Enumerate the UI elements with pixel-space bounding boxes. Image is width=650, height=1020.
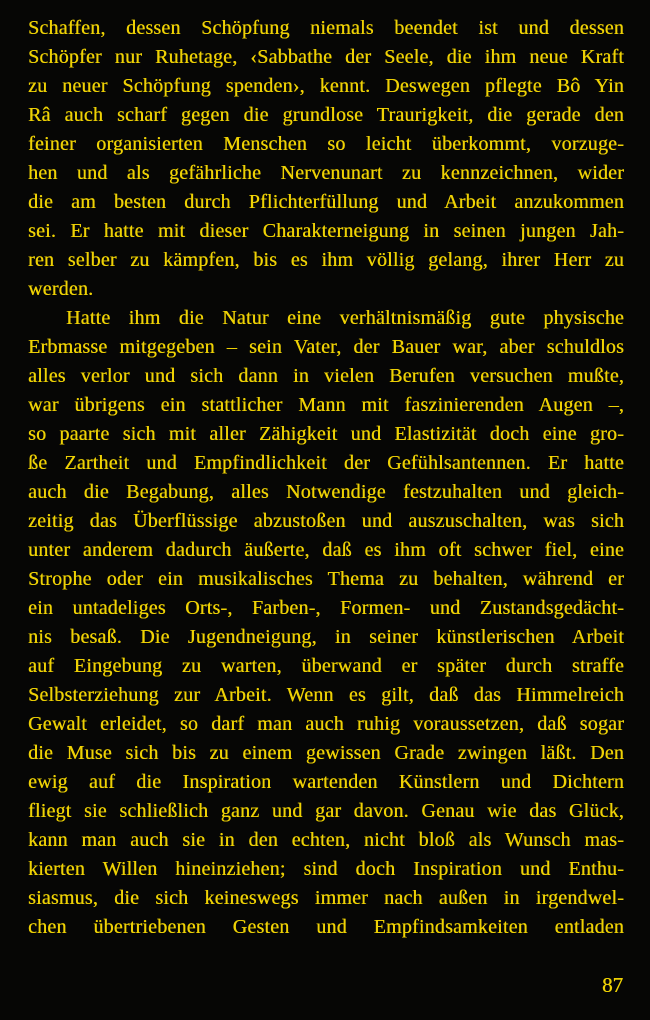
text-line: Strophe oder ein musikalisches Thema zu behalten, während er	[28, 568, 624, 590]
text-line: sei. Er hatte mit dieser Charakterneigung in seinen jungen Jah-	[28, 220, 624, 242]
text-line: Gewalt erleidet, so darf man auch ruhig voraussetzen, daß sogar	[28, 713, 624, 735]
text-line: Erbmasse mitgegeben – sein Vater, der Bauer war, aber schuldlos	[28, 336, 624, 358]
text-line: kann man auch sie in den echten, nicht bloß als Wunsch mas-	[28, 829, 624, 851]
text-line: feiner organisierten Menschen so leicht überkommt, vorzuge-	[28, 133, 624, 155]
text-line: kierten Willen hineinziehen; sind doch Inspiration und Enthu-	[28, 858, 624, 880]
text-line: zu neuer Schöpfung spenden›, kennt. Deswegen pflegte Bô Yin	[28, 75, 624, 97]
text-line: ren selber zu kämpfen, bis es ihm völlig gelang, ihrer Herr zu	[28, 249, 624, 271]
text-line: Hatte ihm die Natur eine verhältnismäßig gute physische	[66, 307, 624, 329]
text-line: hen und als gefährliche Nervenunart zu kennzeichnen, wider	[28, 162, 624, 184]
text-line: ein untadeliges Orts-, Farben-, Formen- und Zustandsgedächt-	[28, 597, 624, 619]
text-line: Selbsterziehung zur Arbeit. Wenn es gilt, daß das Himmelreich	[28, 684, 624, 706]
text-line: auf Eingebung zu warten, überwand er später durch straffe	[28, 655, 624, 677]
text-line: die am besten durch Pflichterfüllung und Arbeit anzukommen	[28, 191, 624, 213]
text-line: Râ auch scharf gegen die grundlose Traurigkeit, die gerade den	[28, 104, 624, 126]
text-line: siasmus, die sich keineswegs immer nach außen in irgendwel-	[28, 887, 624, 909]
text-line: Schaffen, dessen Schöpfung niemals beendet ist und dessen	[28, 17, 624, 39]
text-line: war übrigens ein stattlicher Mann mit faszinierenden Augen –,	[28, 394, 624, 416]
text-line: zeitig das Überflüssige abzustoßen und auszuschalten, was sich	[28, 510, 624, 532]
text-line: alles verlor und sich dann in vielen Berufen versuchen mußte,	[28, 365, 624, 387]
text-line: Schöpfer nur Ruhetage, ‹Sabbathe der Seele, die ihm neue Kraft	[28, 46, 624, 68]
text-line: die Muse sich bis zu einem gewissen Grade zwingen läßt. Den	[28, 742, 624, 764]
body-text	[28, 14, 624, 942]
text-line: unter anderem dadurch äußerte, daß es ihm oft schwer fiel, eine	[28, 539, 624, 561]
text-line: ße Zartheit und Empfindlichkeit der Gefühlsantennen. Er hatte	[28, 452, 624, 474]
text-line: fliegt sie schließlich ganz und gar davon. Genau wie das Glück,	[28, 800, 624, 822]
text-line: ewig auf die Inspiration wartenden Künstlern und Dichtern	[28, 771, 624, 793]
paragraph	[28, 14, 624, 304]
text-line: nis besaß. Die Jugendneigung, in seiner künstlerischen Arbeit	[28, 626, 624, 648]
text-line: auch die Begabung, alles Notwendige festzuhalten und gleich-	[28, 481, 624, 503]
paragraph	[28, 304, 624, 942]
text-line: chen übertriebenen Gesten und Empfindsamkeiten entladen	[28, 916, 624, 938]
text-line: so paarte sich mit aller Zähigkeit und Elastizität doch eine gro-	[28, 423, 624, 445]
page-number: 87	[602, 973, 623, 997]
text-line: werden.	[28, 278, 94, 300]
